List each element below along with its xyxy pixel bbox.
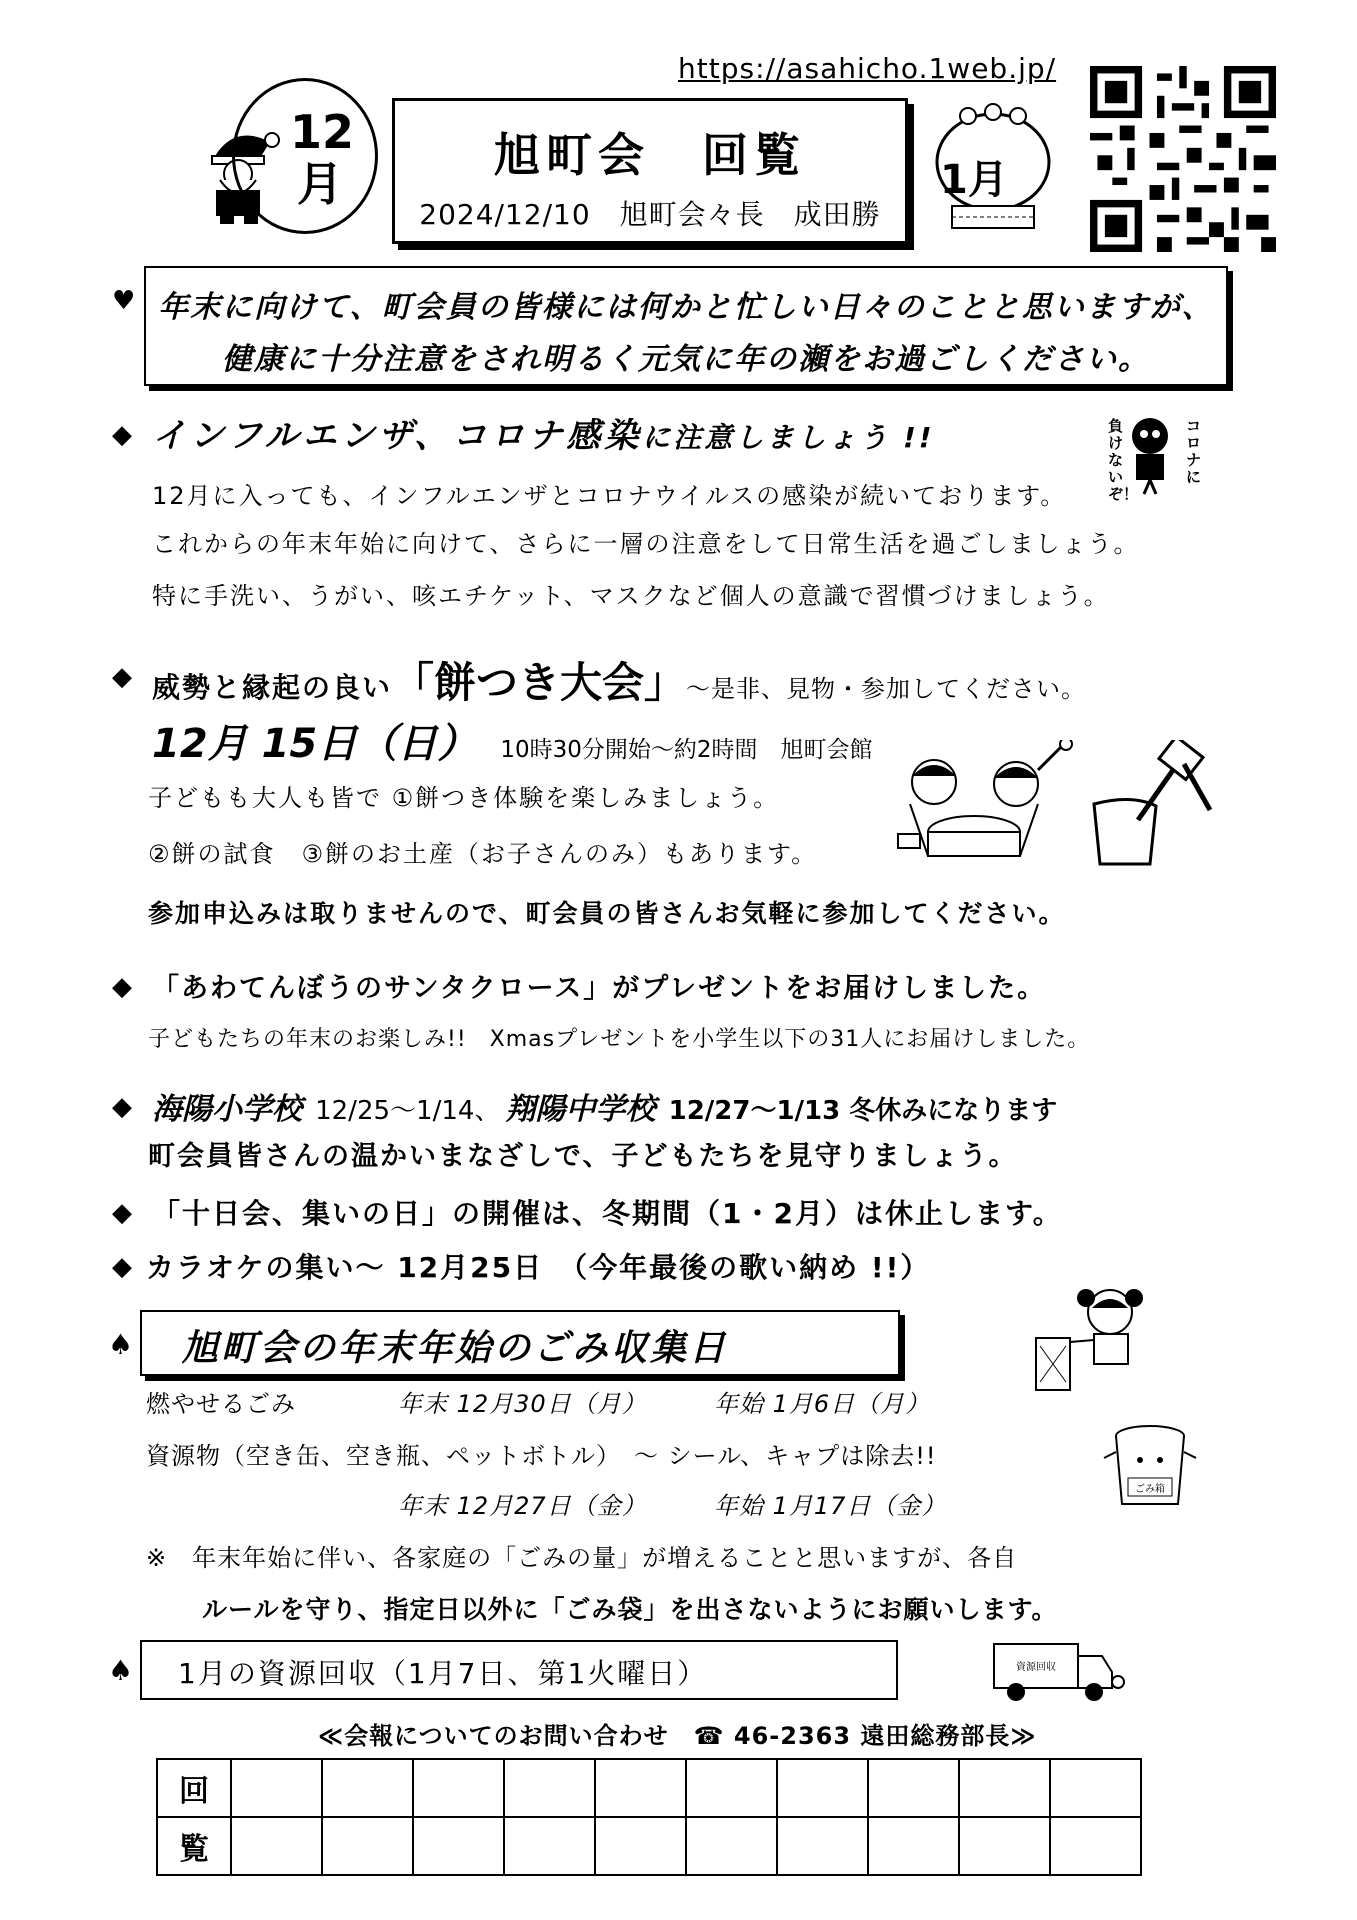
flu-heading-main: インフルエンザ、コロナ感染 [152, 416, 643, 456]
resource-collection-box [140, 1640, 898, 1700]
stamp-cell[interactable] [231, 1759, 322, 1817]
resource-label: 資源物（空き缶、空き瓶、ペットボトル） ～ シール、キャプは除去!! [146, 1442, 937, 1470]
mochi-date-row [152, 712, 873, 769]
diamond-bullet-icon: ◆ [112, 662, 132, 692]
mochi-line-2: ②餅の試食 ③餅のお土産（お子さんのみ）もあります。 [148, 840, 818, 868]
stamp-cell[interactable] [595, 1759, 686, 1817]
resource-collection-text: 1月の資源回収（1月7日、第1火曜日） [178, 1657, 708, 1690]
stamp-cell[interactable] [413, 1817, 504, 1875]
title-box [392, 98, 908, 244]
next-month-label: 1月 [940, 157, 1008, 203]
page-title: 旭町会 回覧 [494, 128, 806, 182]
recycling-truck-illustration [990, 1630, 1130, 1708]
resource-end-date: 年末 12月27日（金） [398, 1492, 647, 1520]
circulation-label-1: 回 [157, 1759, 231, 1817]
school-row [152, 1084, 1057, 1128]
burnable-end-date: 年末 12月30日（月） [398, 1390, 647, 1418]
garbage-girl-illustration [1030, 1282, 1160, 1394]
current-month-label: 12月 [290, 105, 355, 211]
garbage-note-2: ルールを守り、指定日以外に「ごみ袋」を出さないようにお願いします。 [202, 1595, 1058, 1624]
garbage-can-illustration [1096, 1418, 1220, 1514]
stamp-cell[interactable] [504, 1817, 595, 1875]
mochi-pounding-illustration [888, 740, 1218, 872]
stamp-cell[interactable] [413, 1759, 504, 1817]
school-2-name: 翔陽中学校 [505, 1092, 656, 1127]
garbage-can-label: ごみ箱 [1135, 1484, 1165, 1495]
school-1-name: 海陽小学校 [152, 1092, 302, 1127]
garbage-heading-box [140, 1310, 900, 1376]
school-1-dates: 12/25～1/14、 [315, 1096, 501, 1126]
spade-bullet-icon: ♠ [108, 1328, 134, 1361]
flu-line-3: 特に手洗い、うがい、咳エチケット、マスクなど個人の意識で習慣づけましょう。 [152, 582, 1110, 610]
diamond-bullet-icon: ◆ [112, 972, 132, 1002]
mochi-line-3: 参加申込みは取りませんので、町会員の皆さんお気軽に参加してください。 [148, 899, 1066, 928]
notice-karaoke: カラオケの集い～ 12月25日 （今年最後の歌い納め !!） [146, 1251, 931, 1284]
spade-bullet-icon: ♠ [108, 1654, 134, 1687]
mochi-date: 12月 15日（日） [152, 721, 478, 767]
virus-caption-right: コロナに [1186, 417, 1202, 486]
diamond-bullet-icon: ◆ [112, 420, 132, 450]
garbage-note-1: ※ 年末年始に伴い、各家庭の「ごみの量」が増えることと思いますが、各自 [146, 1544, 1018, 1572]
stamp-cell[interactable] [959, 1817, 1050, 1875]
mochi-heading [152, 650, 1086, 710]
resource-start-date: 年始 1月17日（金） [714, 1492, 947, 1520]
qr-code-icon[interactable] [1090, 66, 1276, 252]
stamp-cell[interactable] [959, 1759, 1050, 1817]
stamp-cell[interactable] [1050, 1759, 1141, 1817]
stamp-cell[interactable] [686, 1759, 777, 1817]
stamp-cell[interactable] [777, 1817, 868, 1875]
stamp-cell[interactable] [504, 1759, 595, 1817]
heart-icon: ♥ [112, 286, 136, 316]
circulation-table [156, 1758, 1142, 1876]
greeting-box [144, 266, 1228, 386]
mochi-heading-c: ～是非、見物・参加してください。 [686, 675, 1087, 703]
flu-line-1: 12月に入っても、インフルエンザとコロナウイルスの感染が続いております。 [152, 482, 1067, 510]
stamp-cell[interactable] [686, 1817, 777, 1875]
mochi-line-1: 子どもも大人も皆で ①餅つき体験を楽しみましょう。 [148, 784, 780, 812]
diamond-bullet-icon: ◆ [112, 1252, 132, 1282]
contact-line: ≪会報についてのお問い合わせ ☎ 46-2363 遠田総務部長≫ [318, 1722, 1037, 1750]
stamp-cell[interactable] [231, 1817, 322, 1875]
diamond-bullet-icon: ◆ [112, 1092, 132, 1122]
stamp-cell[interactable] [868, 1759, 959, 1817]
burnable-start-date: 年始 1月6日（月） [714, 1390, 931, 1418]
stamp-cell[interactable] [595, 1817, 686, 1875]
notice-toka-kai: 「十日会、集いの日」の開催は、冬期間（1・2月）は休止します。 [152, 1197, 1063, 1230]
stamp-cell[interactable] [1050, 1817, 1141, 1875]
school-line-1: 町会員皆さんの温かいまなざしで、子どもたちを見守りましょう。 [148, 1141, 1018, 1172]
truck-label: 資源回収 [1016, 1662, 1056, 1673]
circulation-label-2: 覧 [157, 1817, 231, 1875]
greeting-line-1: 年末に向けて、町会員の皆様には何かと忙しい日々のことと思いますが、 [158, 290, 1214, 325]
flu-heading-sub: に注意しましょう !! [642, 421, 935, 454]
santa-heading: 「あわてんぼうのサンタクロース」がプレゼントをお届けしました。 [152, 973, 1047, 1004]
burnable-label: 燃やせるごみ [146, 1390, 296, 1418]
stamp-cell[interactable] [322, 1759, 413, 1817]
stamp-cell[interactable] [868, 1817, 959, 1875]
diamond-bullet-icon: ◆ [112, 1198, 132, 1228]
flu-line-2: これからの年末年始に向けて、さらに一層の注意をして日常生活を過ごしましょう。 [152, 530, 1140, 558]
mochi-heading-event: 「餅つき大会」 [392, 658, 687, 707]
virus-caption-left: 負けないぞ！ [1108, 417, 1139, 503]
stamp-cell[interactable] [777, 1759, 868, 1817]
mochi-heading-a: 威勢と縁起の良い [152, 671, 393, 704]
santa-line-1: 子どもたちの年末のお楽しみ!! Xmasプレゼントを小学生以下の31人にお届けしました。 [148, 1027, 1091, 1052]
site-url[interactable]: https://asahicho.1web.jp/ [678, 52, 1057, 85]
school-2-dates: 12/27～1/13 冬休みになります [668, 1096, 1058, 1126]
page-subtitle: 2024/12/10 旭町会々長 成田勝 [419, 198, 881, 231]
garbage-heading: 旭町会の年末年始のごみ収集日 [182, 1328, 729, 1369]
greeting-line-2: 健康に十分注意をされ明るく元気に年の瀬をお過ごしください。 [222, 342, 1150, 377]
mochi-time: 10時30分開始～約2時間 旭町会館 [500, 737, 873, 763]
flu-heading [152, 408, 935, 457]
stamp-cell[interactable] [322, 1817, 413, 1875]
